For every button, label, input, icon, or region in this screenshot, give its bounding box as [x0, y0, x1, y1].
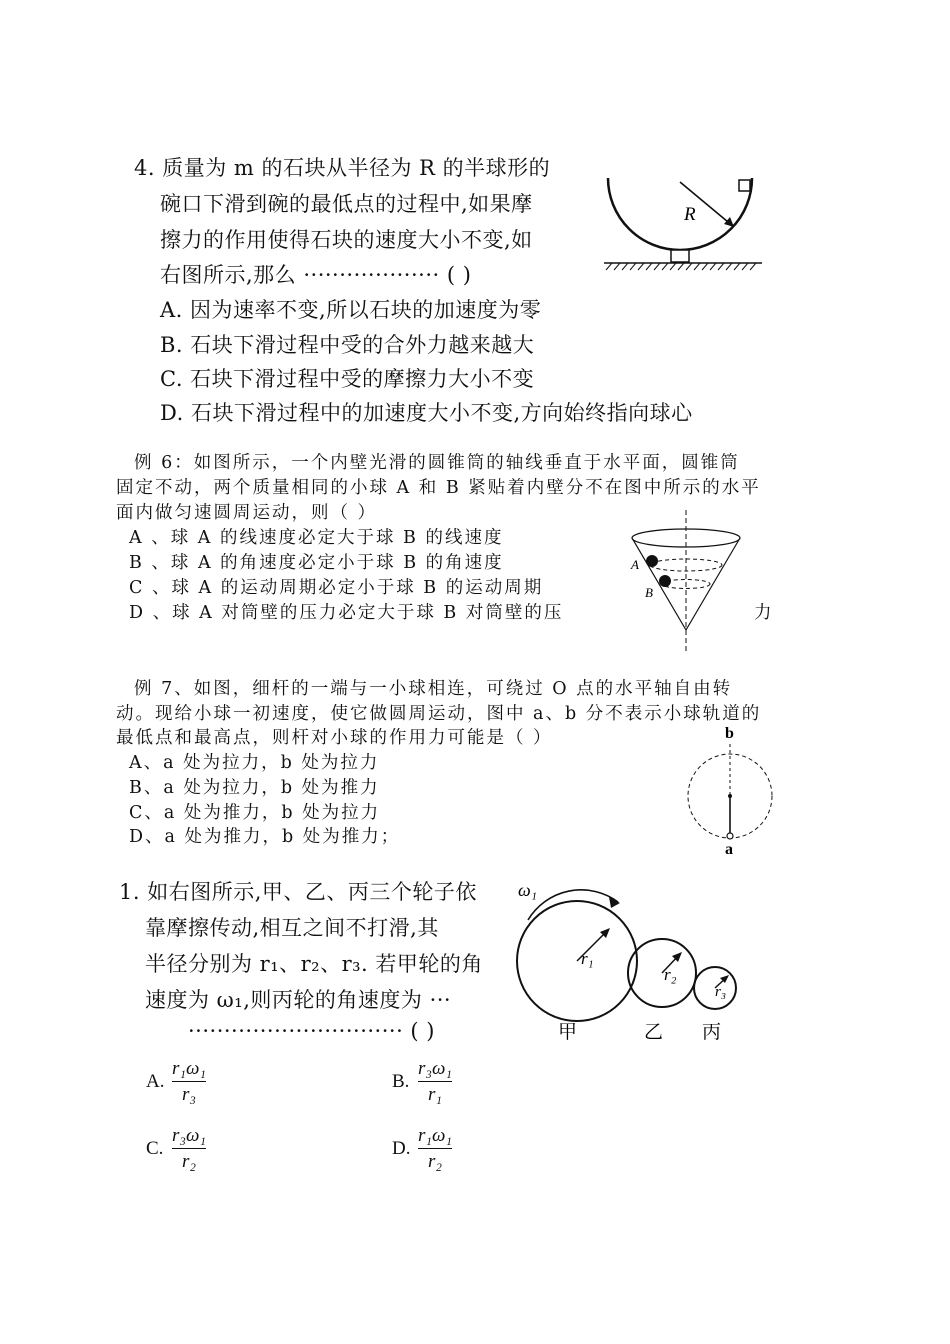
- q1-line-4: 速度为 ω₁,则丙轮的角速度为 ···: [145, 988, 452, 1012]
- ex7-option-c: C、a 处为推力，b 处为拉力: [129, 803, 381, 823]
- q4-option-b: B. 石块下滑过程中受的合外力越来越大: [160, 333, 535, 357]
- q1-option-c-numerator: r₃ω₁: [172, 1125, 207, 1146]
- q1-option-a-denominator: r₃: [182, 1084, 197, 1105]
- wheel-yi-label: 乙: [644, 1022, 664, 1043]
- ex6-option-b: B 、球 A 的角速度必定小于球 B 的角速度: [129, 553, 504, 573]
- ex6-option-c: C 、球 A 的运动周期必定小于球 B 的运动周期: [129, 578, 544, 598]
- q1-option-d-label: D.: [392, 1138, 411, 1159]
- rotation-arrow: [528, 890, 618, 920]
- q1-line-2: 靠摩擦传动,相互之间不打滑,其: [145, 916, 439, 940]
- q4-option-d: D. 石块下滑过程中的加速度大小不变,方向始终指向球心: [160, 401, 693, 425]
- wheel-bing-label: 丙: [702, 1022, 722, 1043]
- point-a-label: a: [725, 841, 733, 858]
- hemisphere-bowl-figure: [596, 170, 771, 280]
- ex6-line-2: 固定不动，两个质量相同的小球 A 和 B 紧贴着内壁分不在图中所示的水平: [116, 478, 761, 498]
- ball: [727, 833, 733, 839]
- q1-option-a-numerator: r₁ω₁: [172, 1058, 207, 1079]
- q1-line-5: ······························ ( ): [188, 1019, 435, 1043]
- ex6-option-d-tail: 力: [754, 603, 774, 623]
- q4-option-c: C. 石块下滑过程中受的摩擦力大小不变: [160, 367, 535, 391]
- q1-option-b-denominator: r₁: [428, 1084, 443, 1105]
- ex7-line-2: 动。现给小球一初速度，使它做圆周运动，图中 a、b 分不表示小球轨道的: [116, 704, 762, 724]
- rod-circle-figure: [682, 722, 778, 858]
- q1-option-c: [146, 1125, 206, 1173]
- ex6-option-d: D 、球 A 对筒壁的压力必定大于球 B 对筒壁的压: [129, 603, 564, 623]
- bowl-arc: [608, 178, 752, 250]
- fraction-bar: [172, 1148, 206, 1149]
- ground-hatch: [606, 263, 756, 270]
- r2-label: r₂: [664, 965, 677, 984]
- fraction-bar: [418, 1148, 452, 1149]
- q1-option-c-denominator: r₂: [182, 1151, 197, 1172]
- q4-option-a: A. 因为速率不变,所以石块的加速度为零: [160, 298, 542, 322]
- q1-option-d-denominator: r₂: [428, 1151, 443, 1172]
- cone-right-wall: [686, 538, 740, 630]
- cone-left-wall: [632, 538, 686, 630]
- r3-label: r₃: [715, 984, 727, 1000]
- stone-block: [739, 180, 750, 191]
- ex6-line-3: 面内做匀速圆周运动，则（ ）: [116, 503, 378, 523]
- q4-line-4: 右图所示,那么 ··················· ( ): [160, 263, 472, 287]
- ball-b-label: B: [645, 585, 653, 600]
- ex7-option-a: A、a 处为拉力，b 处为拉力: [129, 753, 380, 773]
- wheels-figure: [508, 874, 748, 1046]
- q4-line-2: 碗口下滑到碗的最低点的过程中,如果摩: [160, 192, 533, 216]
- ex7-line-3: 最低点和最高点，则杆对小球的作用力可能是（ ）: [116, 728, 553, 748]
- bowl-base: [671, 250, 689, 262]
- fraction-bar: [418, 1081, 452, 1082]
- ball-b: [659, 575, 671, 587]
- ball-a-label: A: [631, 557, 639, 572]
- q1-option-b: [392, 1058, 452, 1106]
- radius-arrowhead: [724, 217, 734, 227]
- ball-a: [646, 555, 658, 567]
- cone-figure: [622, 508, 754, 656]
- ex6-line-1: 例 6：如图所示，一个内壁光滑的圆锥筒的轴线垂直于水平面，圆锥筒: [134, 453, 740, 473]
- q1-line-1: 1. 如右图所示,甲、乙、丙三个轮子依: [119, 880, 477, 904]
- radius-label: R: [684, 204, 696, 225]
- q1-option-d: [392, 1125, 452, 1173]
- ex6-option-a: A 、球 A 的线速度必定大于球 B 的线速度: [129, 528, 504, 548]
- point-b-label: b: [725, 725, 734, 742]
- q1-option-c-label: C.: [146, 1138, 164, 1159]
- fraction-bar: [172, 1081, 206, 1082]
- ex7-option-d: D、a 处为推力，b 处为推力；: [129, 827, 401, 847]
- ex7-option-b: B、a 处为拉力，b 处为推力: [129, 778, 380, 798]
- wheel-jia-label: 甲: [558, 1022, 578, 1043]
- q4-line-3: 擦力的作用使得石块的速度大小不变,如: [160, 228, 533, 252]
- pivot-o: [728, 794, 732, 798]
- r1-label: r₁: [581, 949, 594, 968]
- ex7-line-1: 例 7、如图，细杆的一端与一小球相连，可绕过 O 点的水平轴自由转: [134, 679, 733, 699]
- q1-line-3: 半径分别为 r₁、r₂、r₃. 若甲轮的角: [145, 952, 483, 976]
- q1-option-b-label: B.: [392, 1071, 410, 1092]
- q4-line-1: 4. 质量为 m 的石块从半径为 R 的半球形的: [134, 156, 551, 180]
- q1-option-a: [146, 1058, 206, 1106]
- omega-label: ω₁: [518, 880, 537, 900]
- q1-option-a-label: A.: [146, 1071, 165, 1092]
- q1-option-d-numerator: r₁ω₁: [418, 1125, 453, 1146]
- q1-option-b-numerator: r₃ω₁: [418, 1058, 453, 1079]
